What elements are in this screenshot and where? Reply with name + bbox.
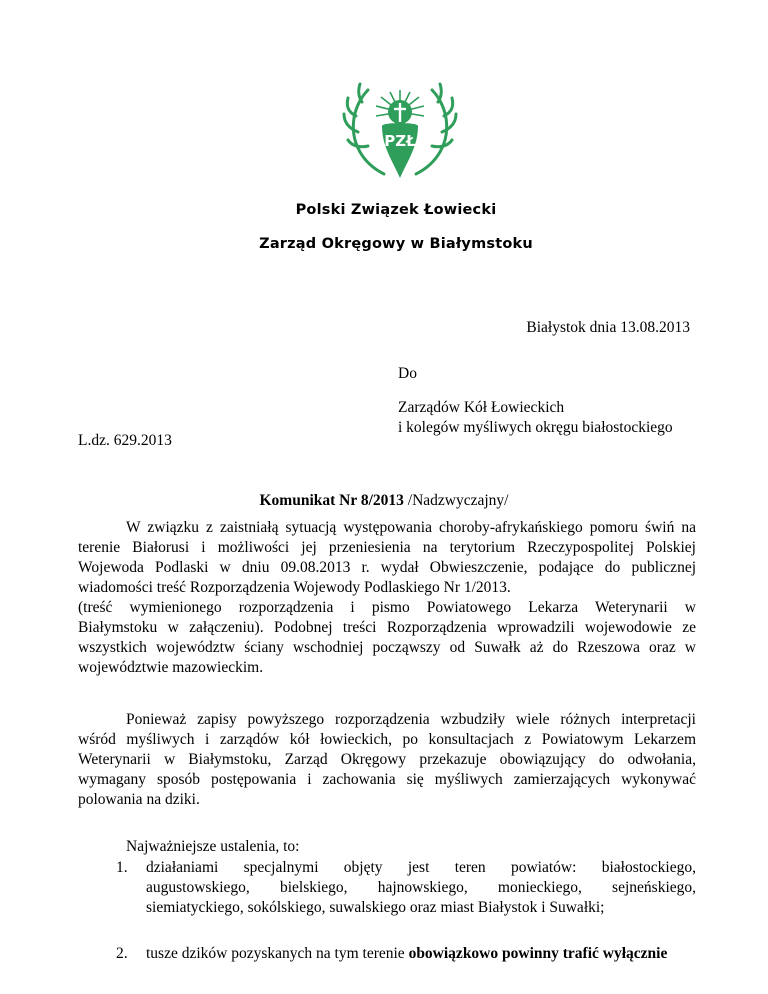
list-item [78,858,696,918]
paragraph-1-line: W związku z zaistniałą sytuacją występowania choroby-afrykańskiego pomoru świń na [126,519,696,536]
recipient-line-2: i kolegów myśliwych okręgu białostockiego [398,419,673,436]
paragraph-1-line: Wojewoda Podlaski w dniu 09.08.2013 r. wydał Obwieszczenie, podające do publicznej [78,559,696,576]
document-date: Białystok dnia 13.08.2013 [526,319,690,336]
paragraph-1-line: (treść wymienionego rozporządzenia i pismo Powiatowego Lekarza Weterynarii w [78,599,696,616]
recipient-to-label: Do [398,365,417,382]
paragraph-2-line: Ponieważ zapisy powyższego rozporządzenia wzbudziły wiele różnych interpretacji [126,711,696,728]
paragraph-1-line: terenie Białorusi i możliwości jej przeniesienia na terytorium Rzeczypospolitej Polskiej [78,539,696,556]
paragraph-1-line: Białymstoku w załączeniu). Podobnej treści Rozporządzenia wprowadzili wojewodowie ze [78,619,696,636]
org-board-name: Zarząd Okręgowy w Białymstoku [259,236,533,252]
paragraph-1 [78,518,696,678]
list-item-number: 2. [116,945,128,962]
pzl-logo-text: PZŁ [384,132,416,150]
paragraph-2-line: Weterynarii w Białymstoku, Zarząd Okręgowy przekazuje obowiązujący do odwołania, [78,751,696,768]
komunikat-number: Komunikat Nr 8/2013 [259,492,404,509]
findings-intro: Najważniejsze ustalenia, to: [126,838,300,855]
komunikat-title [0,492,768,510]
paragraph-1-line: województwie mazowieckim. [78,659,264,676]
list-item-emphasis: obowiązkowo powinny trafić wyłącznie [408,945,668,962]
paragraph-2-line: wśród myśliwych i zarządów kół łowieckich, po konsultacjach z Powiatowym Lekarzem [78,731,696,748]
paragraph-2-line: polowania na dziki. [78,791,200,808]
list-item-text: tusze dzików pozyskanych na tym terenie [146,945,409,962]
list-item-number: 1. [116,859,128,876]
pzl-emblem-icon [338,82,462,192]
recipient-line-1: Zarządów Kół Łowieckich [398,399,565,416]
list-item [78,944,696,964]
paragraph-1-line: wiadomości treść Rozporządzenia Wojewody Podlaskiego Nr 1/2013. [78,579,511,596]
list-item-line: siemiatyckiego, sokólskiego, suwalskiego oraz miast Białystok i Suwałki; [146,899,605,916]
paragraph-2 [78,710,696,810]
org-name: Polski Związek Łowiecki [295,202,497,218]
paragraph-2-line: wymagany sposób postępowania i zachowania się myśliwych zamierzających wykonywać [78,771,696,788]
komunikat-type: /Nadzwyczajny/ [403,492,509,509]
paragraph-1-line: wszystkich województw ściany wschodniej począwszy od Suwałk aż do Rzeszowa oraz w [78,639,696,656]
list-item-line: augustowskiego, bielskiego, hajnowskiego, monieckiego, sejneńskiego, [146,879,696,896]
list-item-line: działaniami specjalnymi objęty jest teren powiatów: białostockiego, [146,859,696,876]
reference-number: L.dz. 629.2013 [78,432,172,449]
